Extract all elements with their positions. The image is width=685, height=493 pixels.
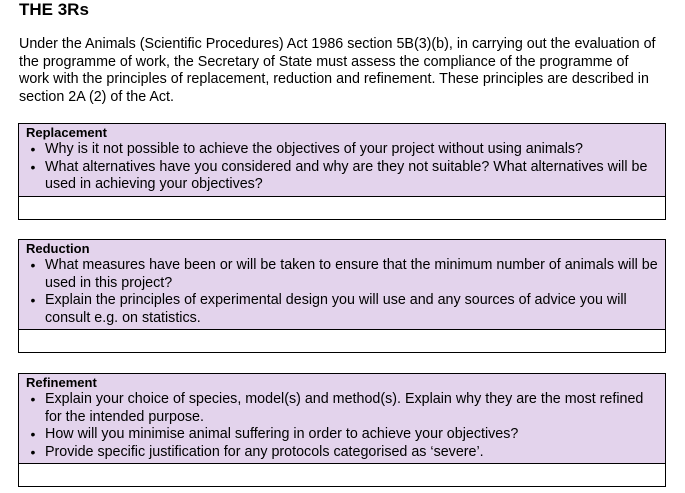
- bullet-text: Explain the principles of experimental design you will use and any sources of advice you will consult e.g. on statistics.: [45, 292, 627, 326]
- refinement-bullet-list: [26, 391, 659, 461]
- bullet-icon: •: [30, 391, 36, 407]
- bullet-icon: •: [30, 443, 36, 460]
- replacement-heading: Replacement: [26, 125, 107, 140]
- bullet-item: [30, 158, 659, 194]
- refinement-section: [18, 373, 666, 487]
- intro-paragraph: Under the Animals (Scientific Procedures) Act 1986 section 5B(3)(b), in carrying out the evaluation of the programme of work, the Secretary of State must assess the compliance of the programme of work with the principles of replacement, reduction and refinement. These principles are described in section 2A (2) of the Act.: [19, 36, 656, 105]
- bullet-text: What alternatives have you considered and why are they not suitable? What alternatives will be used in achieving your objectives?: [45, 158, 648, 192]
- bullet-item: [30, 257, 659, 292]
- bullet-icon: •: [30, 426, 36, 442]
- bullet-icon: •: [30, 257, 36, 273]
- bullet-item: [30, 141, 659, 159]
- document-title: THE 3Rs: [19, 0, 89, 19]
- replacement-bullet-list: [26, 141, 659, 194]
- reduction-heading: Reduction: [26, 241, 90, 256]
- refinement-prompt: [19, 374, 665, 464]
- reduction-prompt: [19, 240, 665, 330]
- reduction-answer-field[interactable]: [19, 330, 665, 352]
- bullet-icon: •: [30, 158, 36, 175]
- refinement-heading: Refinement: [26, 375, 97, 390]
- refinement-answer-field[interactable]: [19, 464, 665, 486]
- reduction-section: [18, 239, 666, 353]
- bullet-text: Why is it not possible to achieve the objectives of your project without using animals?: [45, 141, 583, 157]
- replacement-section: [18, 123, 666, 220]
- bullet-text: How will you minimise animal suffering in order to achieve your objectives?: [45, 426, 519, 442]
- bullet-text: What measures have been or will be taken to ensure that the minimum number of animals will be used in this project?: [45, 257, 658, 291]
- replacement-prompt: [19, 124, 665, 197]
- bullet-item: [30, 292, 659, 327]
- bullet-text: Provide specific justification for any protocols categorised as ‘severe’.: [45, 443, 484, 460]
- bullet-icon: •: [30, 141, 36, 157]
- bullet-text: Explain your choice of species, model(s) and method(s). Explain why they are the most refined for the intended purpose.: [45, 391, 644, 425]
- replacement-answer-field[interactable]: [19, 197, 665, 219]
- bullet-item: [30, 426, 659, 444]
- bullet-item: [30, 443, 659, 462]
- reduction-bullet-list: [26, 257, 659, 327]
- bullet-item: [30, 391, 659, 426]
- bullet-icon: •: [30, 292, 36, 308]
